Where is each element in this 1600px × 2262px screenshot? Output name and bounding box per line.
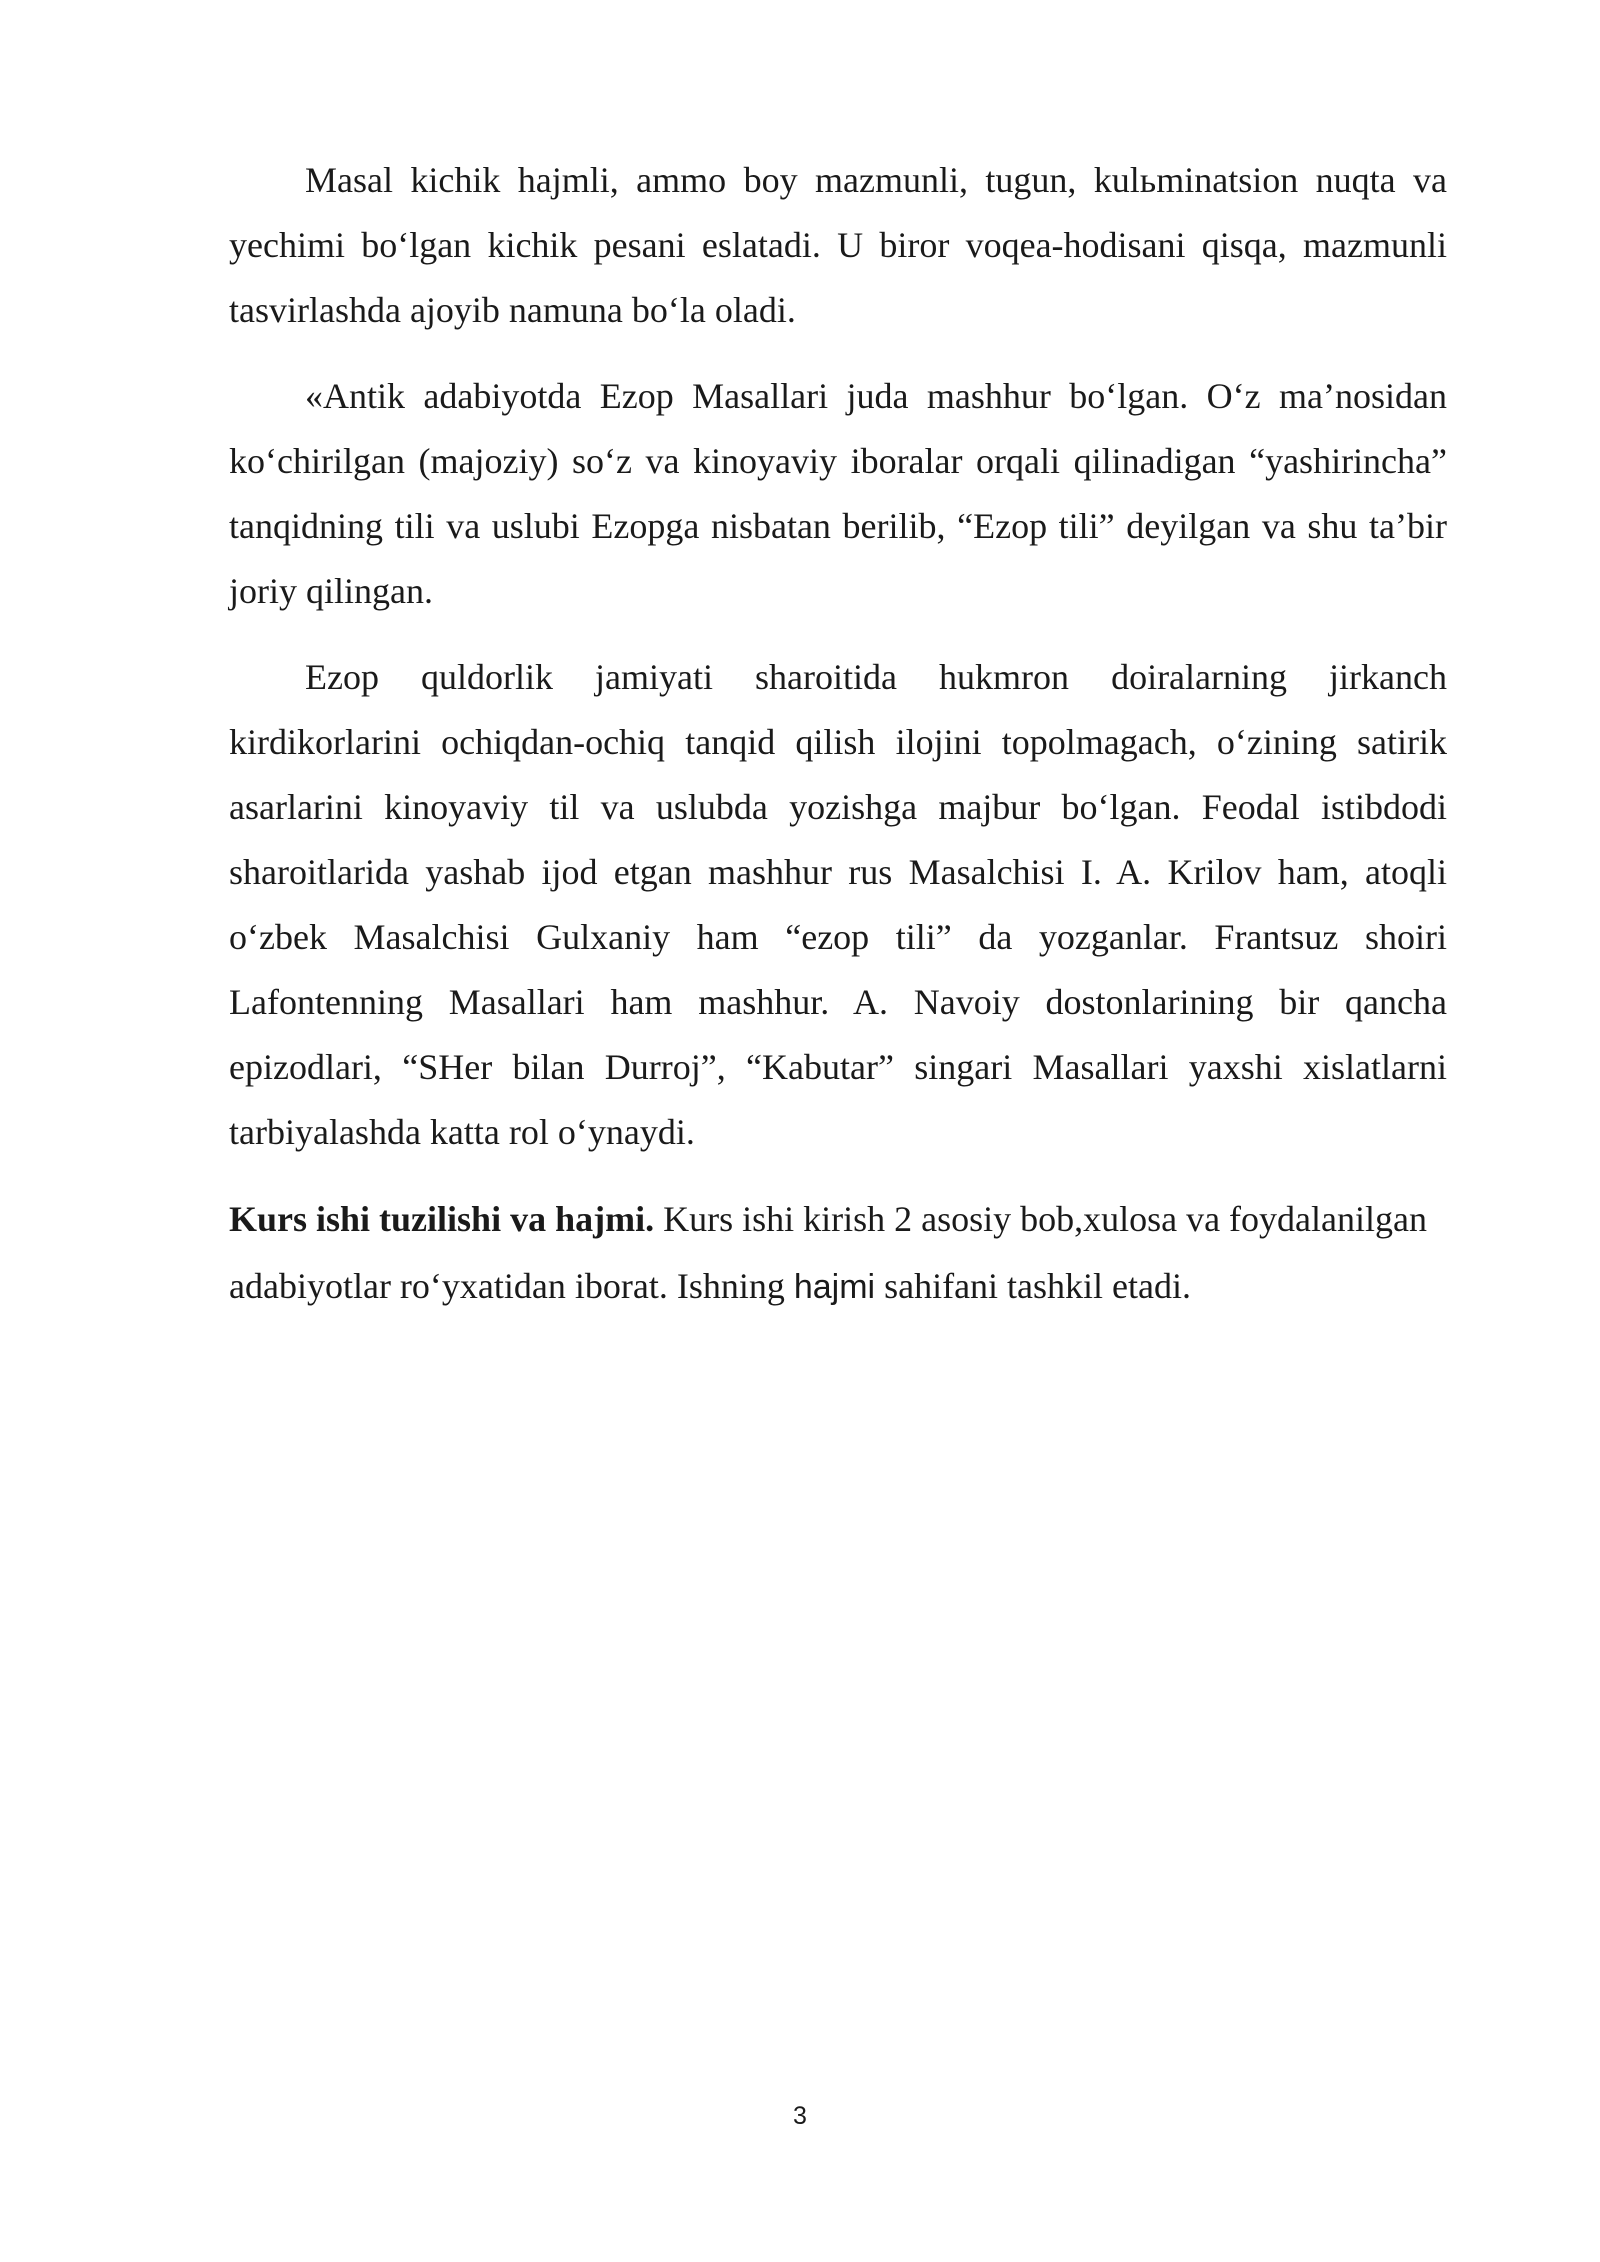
course-structure-text-1: Kurs ishi kirish 2 asosiy bob,xulosa va foydalanilgan adabiyotlar ro‘yxatidan iborat. Ishning <box>229 1199 1427 1306</box>
course-structure-heading: Kurs ishi tuzilishi va hajmi. <box>229 1199 655 1239</box>
paragraph-1: Masal kichik hajmli, ammo boy mazmunli, tugun, kulьminatsion nuqta va yechimi bo‘lgan kichik pesani eslatadi. U biror voqea-hodisani qisqa, mazmunli tasvirlashda ajoyib namuna bo‘la oladi. <box>229 160 1447 330</box>
course-structure-volume-word: hajmi <box>793 1268 876 1306</box>
page-number: 3 <box>793 2102 807 2130</box>
document-body <box>229 148 1447 1342</box>
paragraph-3: Ezop quldorlik jamiyati sharoitida hukmron doiralarning jirkanch kirdikorlarini ochiqdan-ochiq tanqid qilish ilojini topolmagach, o‘zining satirik asarlarini kinoyaviy til va uslubda yozishga majbur bo‘lgan. Feodal istibdodi sharoitlarida yashab ijod etgan mashhur rus Masalchisi I. A. Krilov ham, atoqli o‘zbek Masalchisi Gulxaniy ham “ezop tili” da yozganlar. Frantsuz shoiri Lafontenning Masallari ham mashhur. A. Navoiy dostonlarining bir qancha epizodlari, “SHer bilan Durroj”, “Kabutar” singari Masallari yaxshi xislatlarni tarbiyalashda katta rol o‘ynaydi. <box>229 657 1447 1152</box>
paragraph-2: «Antik adabiyotda Ezop Masallari juda mashhur bo‘lgan. O‘z ma’nosidan ko‘chirilgan (majoziy) so‘z va kinoyaviy iboralar orqali qilinadigan “yashirincha” tanqidning tili va uslubi Ezopga nisbatan berilib, “Ezop tili” deyilgan va shu ta’bir joriy qilingan. <box>229 376 1447 611</box>
course-structure-text-2: sahifani tashkil etadi. <box>875 1266 1192 1306</box>
paragraph-course-structure <box>229 1186 1447 1321</box>
